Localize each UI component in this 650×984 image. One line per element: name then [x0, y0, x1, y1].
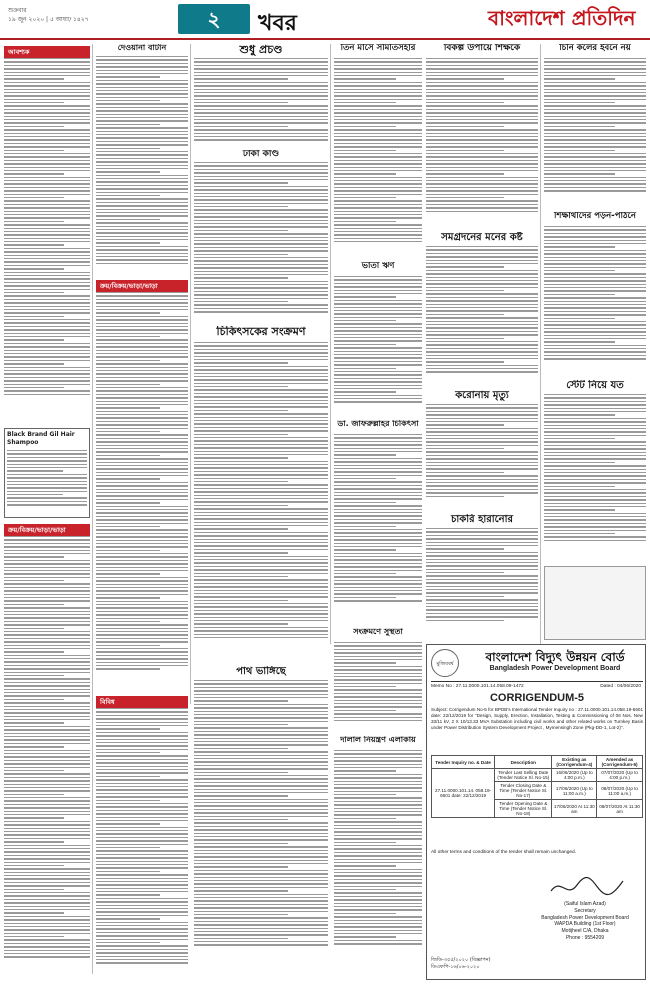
article-title: পাথ ভাঙ্গিছে — [236, 666, 286, 677]
memo-number: Memo No : 27.11.0000.101.14.058.09-1472 — [431, 684, 524, 689]
shampoo-ad-title: Black Brand Gil Hair Shampoo — [7, 431, 75, 446]
table-cell: 17/06/2020 (Up to 11:00 a.m.) — [552, 782, 597, 800]
table-cell: 17/06/2020 At 11:30 am — [552, 800, 597, 818]
classified-header-aboshyok: আবশ্যক — [4, 46, 90, 59]
article-title: স্টেট নিয়ে যত — [566, 380, 624, 391]
table-header: Tender Inquiry no. & Date — [432, 756, 495, 769]
table-cell: 07/07/2020 (Up to 4:00 p.m.) — [597, 769, 643, 782]
article-body — [544, 394, 646, 562]
column-rule — [190, 44, 191, 704]
article-body — [544, 58, 646, 208]
column-rule — [540, 44, 541, 644]
tender-org-bn: বাংলাদেশ বিদ্যুৎ উন্নয়ন বোর্ড — [485, 650, 625, 664]
article-body — [544, 226, 646, 376]
article-title: শিক্ষার্থীদের পড়ন-পাঠনে — [554, 212, 636, 221]
article-title: চিকিৎসকের সংক্রমণ — [216, 326, 306, 338]
article-title: ডা. জাফরুল্লাহর চিকিৎসা — [337, 420, 419, 428]
masthead — [0, 0, 650, 40]
top-left-article — [96, 44, 188, 53]
tender-footer-left — [431, 957, 491, 971]
news-article — [334, 420, 422, 429]
table-row — [432, 769, 643, 782]
classified-text — [96, 292, 188, 692]
signer-title: Secretary — [574, 907, 596, 914]
table-header-row — [432, 756, 643, 769]
table-cell: 08/07/2020 (Up to 11:00 a.m.) — [597, 782, 643, 800]
article-body — [426, 58, 538, 228]
corrigendum-title: CORRIGENDUM-5 — [489, 692, 585, 704]
article-body — [334, 750, 422, 976]
signer-block — [527, 901, 643, 942]
article-title: সংক্রমণে সুস্থতা — [353, 628, 403, 636]
article-title: সমগ্রদনের মনের কষ্ট — [441, 232, 523, 243]
article-body — [194, 162, 328, 322]
news-article — [194, 666, 328, 677]
article-body — [194, 680, 328, 976]
column-rule — [92, 44, 93, 974]
date-block — [8, 6, 89, 24]
section-title: খবর — [258, 11, 297, 36]
article-title: দেওয়ানা বাটান — [117, 44, 167, 52]
news-article — [426, 232, 538, 243]
classified-text — [96, 708, 188, 978]
gd-number: জিডি-৩৫৫/২০২০ (বিজ্ঞাপন) — [431, 957, 491, 963]
article-title: চাকরি হারানোর — [450, 514, 514, 525]
article-title: ভাতা ঋণ — [361, 262, 395, 271]
table-header: Amended as (Corrigendum-5) — [597, 756, 643, 769]
article-body — [334, 434, 422, 624]
table-cell: 16/06/2020 (Up to 4:00 p.m.) — [552, 769, 597, 782]
article-body — [334, 276, 422, 416]
article-title: বিকল্প উপায়ে শিক্ষকে — [443, 44, 521, 53]
classified-text — [4, 58, 90, 418]
classified-text — [4, 536, 90, 976]
news-article — [194, 150, 328, 160]
article-body — [96, 56, 188, 276]
article-title: চিনি কলের ইবনে নয় — [559, 44, 631, 53]
article-body — [426, 404, 538, 509]
article-body — [194, 342, 328, 662]
news-article — [544, 380, 646, 391]
signer-address: WAPDA Building (1st Floor) — [554, 921, 616, 928]
table-cell: Tender Opening Date & Time (Tender Notice Sl. No-18) — [495, 800, 552, 818]
article-body — [194, 58, 328, 148]
signer-name: (Saiful Islam Azad) — [564, 901, 606, 907]
table-cell: 08/07/2020 At 11:30 am — [597, 800, 643, 818]
page-number: ২ — [178, 4, 250, 34]
signer-phone: Phone : 9554209 — [565, 934, 605, 941]
tender-footer-note: All other terms and conditions of the tender shall remain unchanged. — [431, 850, 577, 855]
signer-org: Bangladesh Power Development Board — [541, 914, 629, 921]
news-article — [194, 326, 328, 338]
news-article — [334, 262, 422, 271]
column-rule — [330, 44, 331, 644]
newspaper-logo: বাংলাদেশ প্রতিদিন — [488, 6, 636, 30]
news-article — [426, 514, 538, 525]
news-article — [334, 736, 422, 745]
news-article — [544, 44, 646, 53]
table-cell: Tender Last Selling Date (Tender Notice Sl. No-15) — [495, 769, 552, 782]
article-title: দালাল নিয়ন্ত্রণ এলাকায় — [340, 736, 416, 744]
inquiry-ref: 27.11.0000.101.14. 058.19-6601 date: 22/12/2019 — [432, 769, 495, 818]
tender-notice-ad — [426, 644, 646, 980]
tender-table — [431, 755, 643, 818]
mujib-logo: মুজিববর্ষ — [431, 649, 459, 677]
day-label: শুক্রবার — [8, 7, 27, 14]
memo-date: Dated : 04/06/2020 — [600, 684, 641, 689]
tender-subject: Subject: Corrigendum No-5 for BPDB's International Tender Inquiry no : 27.11.0000.101.14.058.19-6601 date: 22/12/2019 for "Design, Supply, Erection, Installation, Testing & Commissioning of 06 Nos. New 33/11 kV, 2 X 10/13.33 MVA Substation including civil works and other related works on Turnkey Basis under Power Distribution System Development Project , Mymensingh Zone (Pkg-DD-1, Lot-2)". — [431, 707, 643, 730]
news-article — [334, 628, 422, 637]
tender-org-en: Bangladesh Power Development Board — [489, 665, 621, 672]
article-body — [426, 528, 538, 636]
article-title: করোনায় মৃত্যু — [455, 390, 509, 401]
news-article — [426, 390, 538, 401]
classified-header-misc: বিবিধ — [96, 696, 188, 709]
ad-image-placeholder — [544, 566, 646, 640]
date-label: ১৯ জুন ২০২০ | ৫ আষাঢ় ১৪২৭ — [8, 16, 89, 23]
divider — [431, 681, 643, 682]
shampoo-ad — [4, 428, 90, 518]
news-article — [544, 212, 646, 221]
article-body — [334, 642, 422, 732]
signature — [547, 873, 627, 901]
dfp-number: ডিএফপি-১৬/০৬-২০২০ — [431, 964, 480, 970]
article-subtitle: ঢাকা কাণ্ড — [242, 150, 280, 159]
news-article — [334, 44, 422, 53]
article-title: তিন মাসে সমিতিসহার — [340, 44, 416, 53]
article-title: শুধু প্রচণ্ড — [239, 44, 283, 56]
table-header: Description — [495, 756, 552, 769]
news-article — [194, 44, 328, 56]
table-header: Existing as (Corrigendum-4) — [552, 756, 597, 769]
news-article — [426, 44, 538, 54]
signer-address: Motijheel C/A, Dhaka — [561, 928, 609, 935]
table-cell: Tender Closing Date & Time (Tender Notice Sl. No-17) — [495, 782, 552, 800]
classified-header-rent: ক্রয়/বিক্রয়/ভাড়া/ভাড়া — [96, 280, 188, 293]
classified-header-buy-sell: ক্রয়/বিক্রয়/ভাড়া/ভাড়া — [4, 524, 90, 537]
article-body — [426, 246, 538, 386]
article-body — [334, 58, 422, 258]
